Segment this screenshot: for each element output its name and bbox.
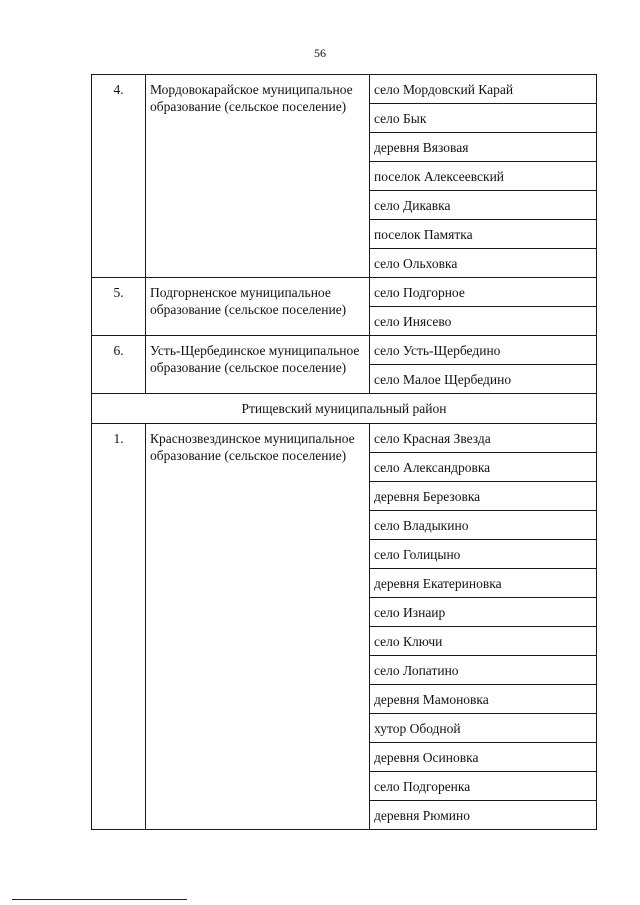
footnote-separator xyxy=(12,899,187,900)
settlement-name: село Подгоренка xyxy=(370,772,597,801)
settlement-name: село Александровка xyxy=(370,453,597,482)
settlement-name: поселок Алексеевский xyxy=(370,162,597,191)
settlement-name: село Изнаир xyxy=(370,598,597,627)
settlement-name: село Ольховка xyxy=(370,249,597,278)
settlement-name: село Усть-Щербедино xyxy=(370,336,597,365)
table-row xyxy=(92,75,597,104)
settlement-name: деревня Екатериновка xyxy=(370,569,597,598)
settlement-name: село Малое Щербедино xyxy=(370,365,597,394)
row-number: 5. xyxy=(92,278,146,336)
settlement-name: село Инясево xyxy=(370,307,597,336)
settlement-name: село Лопатино xyxy=(370,656,597,685)
settlement-name: деревня Березовка xyxy=(370,482,597,511)
settlements-table-body xyxy=(92,75,597,830)
settlement-name: село Ключи xyxy=(370,627,597,656)
district-header-row xyxy=(92,394,597,424)
settlement-name: село Владыкино xyxy=(370,511,597,540)
settlement-name: поселок Памятка xyxy=(370,220,597,249)
settlement-name: село Мордовский Карай xyxy=(370,75,597,104)
settlement-name: деревня Осиновка xyxy=(370,743,597,772)
settlement-name: село Красная Звезда xyxy=(370,424,597,453)
table-row xyxy=(92,336,597,365)
settlement-name: село Голицыно xyxy=(370,540,597,569)
row-number: 1. xyxy=(92,424,146,830)
page-number: 56 xyxy=(314,46,326,60)
settlement-name: деревня Мамоновка xyxy=(370,685,597,714)
settlement-name: деревня Вязовая xyxy=(370,133,597,162)
settlement-name: село Подгорное xyxy=(370,278,597,307)
municipality-name: Краснозвездинское муниципальное образование (сельское поселение) xyxy=(146,424,370,830)
settlement-name: село Бык xyxy=(370,104,597,133)
settlements-table xyxy=(91,74,597,830)
district-name: Ртищевский муниципальный район xyxy=(92,394,597,424)
settlement-name: деревня Рюмино xyxy=(370,801,597,830)
municipality-name: Подгорненское муниципальное образование (сельское поселение) xyxy=(146,278,370,336)
settlement-name: хутор Ободной xyxy=(370,714,597,743)
table-row xyxy=(92,278,597,307)
row-number: 4. xyxy=(92,75,146,278)
municipality-name: Мордовокарайское муниципальное образование (сельское поселение) xyxy=(146,75,370,278)
municipality-name: Усть-Щербединское муниципальное образование (сельское поселение) xyxy=(146,336,370,394)
row-number: 6. xyxy=(92,336,146,394)
table-row xyxy=(92,424,597,453)
settlement-name: село Дикавка xyxy=(370,191,597,220)
